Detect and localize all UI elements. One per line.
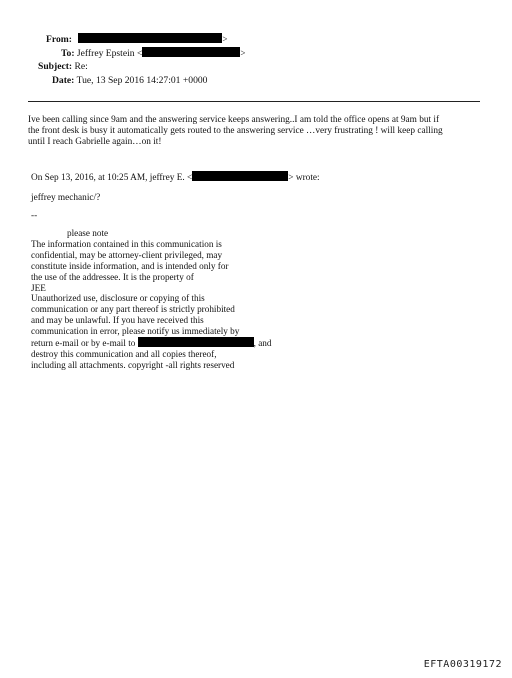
disclaimer-email-line	[31, 337, 311, 349]
disclaimer-email-redaction	[138, 337, 254, 347]
quote-email-redaction	[192, 171, 288, 181]
quoted-text: jeffrey mechanic/?	[31, 193, 101, 203]
from-row	[46, 33, 227, 46]
disclaimer-line: Unauthorized use, disclosure or copying of this	[31, 293, 205, 304]
to-redaction	[142, 47, 240, 57]
message-body	[28, 115, 498, 149]
disclaimer-email-suffix: , and	[253, 338, 272, 349]
signature-separator: --	[31, 211, 38, 221]
message-line: Ive been calling since 9am and the answering service keeps answering..I am told the office opens at 9am but if	[28, 115, 440, 125]
subject-row	[38, 61, 88, 73]
disclaimer-line: confidential, may be attorney-client privileged, may	[31, 249, 223, 260]
to-suffix: >	[240, 48, 246, 58]
to-label: To:	[61, 48, 75, 59]
header-divider	[28, 101, 480, 102]
subject-value: Re:	[74, 61, 88, 72]
from-suffix: >	[222, 34, 228, 44]
disclaimer-line: communication or any part thereof is strictly prohibited	[31, 304, 235, 315]
disclaimer-line: JEE	[31, 282, 46, 293]
disclaimer-line: the use of the addressee. It is the property of	[31, 271, 194, 282]
message-line: until I reach Gabrielle again…on it!	[28, 137, 162, 148]
disclaimer-line: and may be unlawful. If you have received this	[31, 315, 204, 326]
from-label: From:	[46, 34, 72, 45]
document-id: EFTA00319172	[423, 659, 502, 670]
disclaimer-line: destroy this communication and all copies thereof,	[31, 348, 217, 359]
quote-intro-prefix: On Sep 13, 2016, at 10:25 AM, jeffrey E. <	[31, 173, 193, 183]
disclaimer-note: please note	[67, 228, 109, 238]
to-row	[61, 47, 245, 60]
quote-intro-suffix: > wrote:	[288, 173, 320, 183]
date-row	[52, 75, 207, 87]
disclaimer-email-prefix: return e-mail or by e-mail to	[31, 338, 136, 349]
date-label: Date:	[52, 75, 75, 86]
to-value: Jeffrey Epstein <	[76, 48, 143, 59]
subject-label: Subject:	[38, 61, 73, 72]
disclaimer-block	[31, 228, 311, 371]
quote-intro	[31, 171, 320, 184]
disclaimer-line: constitute inside information, and is intended only for	[31, 260, 229, 271]
from-redaction	[78, 33, 222, 43]
disclaimer-line: including all attachments. copyright -all rights reserved	[31, 359, 235, 370]
message-line: the front desk is busy it automatically gets routed to the answering service …very frustrating ! will keep calling	[28, 126, 443, 137]
date-value: Tue, 13 Sep 2016 14:27:01 +0000	[76, 75, 208, 86]
disclaimer-line: The information contained in this communication is	[31, 238, 222, 249]
disclaimer-line: communication in error, please notify us immediately by	[31, 326, 240, 337]
